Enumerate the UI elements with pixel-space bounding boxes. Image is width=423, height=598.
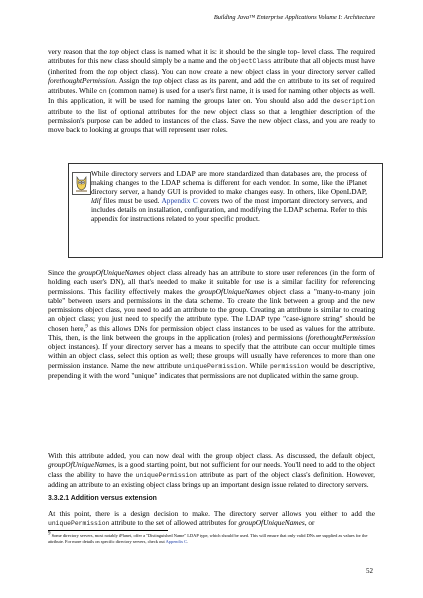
paragraph-object-class: With this attribute added, you can now deal with the group object class. As discussed, the default object, groupOfUniqueNames, is a good starting point, but not sufficient for our needs. You'll need to add to the object class the ability to have the uniquePermission attribute as part of the object class's definition. However, adding an attribute to an existing object class brings up an important design issue related to directory servers. [48,451,375,489]
owl-note-icon [72,172,91,195]
paragraph-design-decision: At this point, there is a design decision to make. The directory server allows you either to add the uniquePermission attribute to the set of allowed attributes for groupOfUniqueNames, or [48,509,375,528]
appendix-c-link[interactable]: Appendix C [161,196,198,206]
note-box [68,163,383,258]
running-header: Building Java™ Enterprise Applications Volume I: Architecture [213,14,375,21]
paragraph-top-class: very reason that the top object class is named what it is: it should be the single top- level class. The required attributes for this new class should simply be a name and the objectClass attribute that all objects must have (inherited from the top object class). You can now create a new object class in your directory server called forethoughtPermission. Assign the top object class as its parent, and add the cn attribute to its set of required attributes. While cn (common name) is used for a user's first name, it is used for naming other objects as well. In this application, it will be used for naming the groups later on. You should also add the description attribute to the list of optional attributes for the new object class so that a lengthier description of the permission's purpose can be added to instances of the class. Save the new object class, and you are ready to move back to looking at groups that will represent user roles. [48,47,375,134]
section-heading: 3.3.2.1 Addition versus extension [48,495,157,502]
footnote-ref[interactable]: 9 [85,324,88,330]
note-text: While directory servers and LDAP are more standardized than databases are, the process of making changes to the LDAP schema is different for each vendor. In some, like the iPlanet directory server, a handy GUI is provided to make changes easy. In others, like OpenLDAP, ldif files must be used. Appendix C covers two of the most important directory servers, and includes details on installation, configuration, and modifying the LDAP schema. Refer to this appendix for instructions related to your specific product. [91,169,368,224]
footnote-divider [48,530,168,531]
footnote: $^9$ Some directory servers, most notably iPlanet, offer a "Distinguished Name" LDAP type, which should be used. This will ensure that only valid DNs are supplied as values for the attribute. For more details on specific directory servers, check out Appendix C. [48,531,368,544]
page-number: 52 [366,567,373,575]
footnote-appendix-link[interactable]: Appendix C [165,538,188,544]
paragraph-group-attribute: Since the groupOfUniqueNames object class already has an attribute to store user references (in the form of holding each user's DN), all that's needed to make it suitable for use is a similar facility for referencing permissions. This facility effectively makes the groupOfUniqueNames object class a "many-to-many join table" between users and permissions in the data scheme. To create the link between a group and the new permissions object class, you need to add an attribute to the group. Creating an attribute is similar to creating an object class; you just need to specify the attribute type. The LDAP type "case-ignore string" should be chosen here,$^9$ as this allows DNs for permission object class instances to be used as values for the attribute. This, then, is the link between the groups in the application (roles) and permissions (forethoughtPermission object instances). If your directory server has a means to specify that the attribute can occur multiple times within an object class, select this option as well; these groups will usually have references to more than one permission instance. Name the new attribute uniquePermission. While permission would be descriptive, prepending it with the word "unique" indicates that permissions are not duplicated within the same group. [48,268,375,380]
